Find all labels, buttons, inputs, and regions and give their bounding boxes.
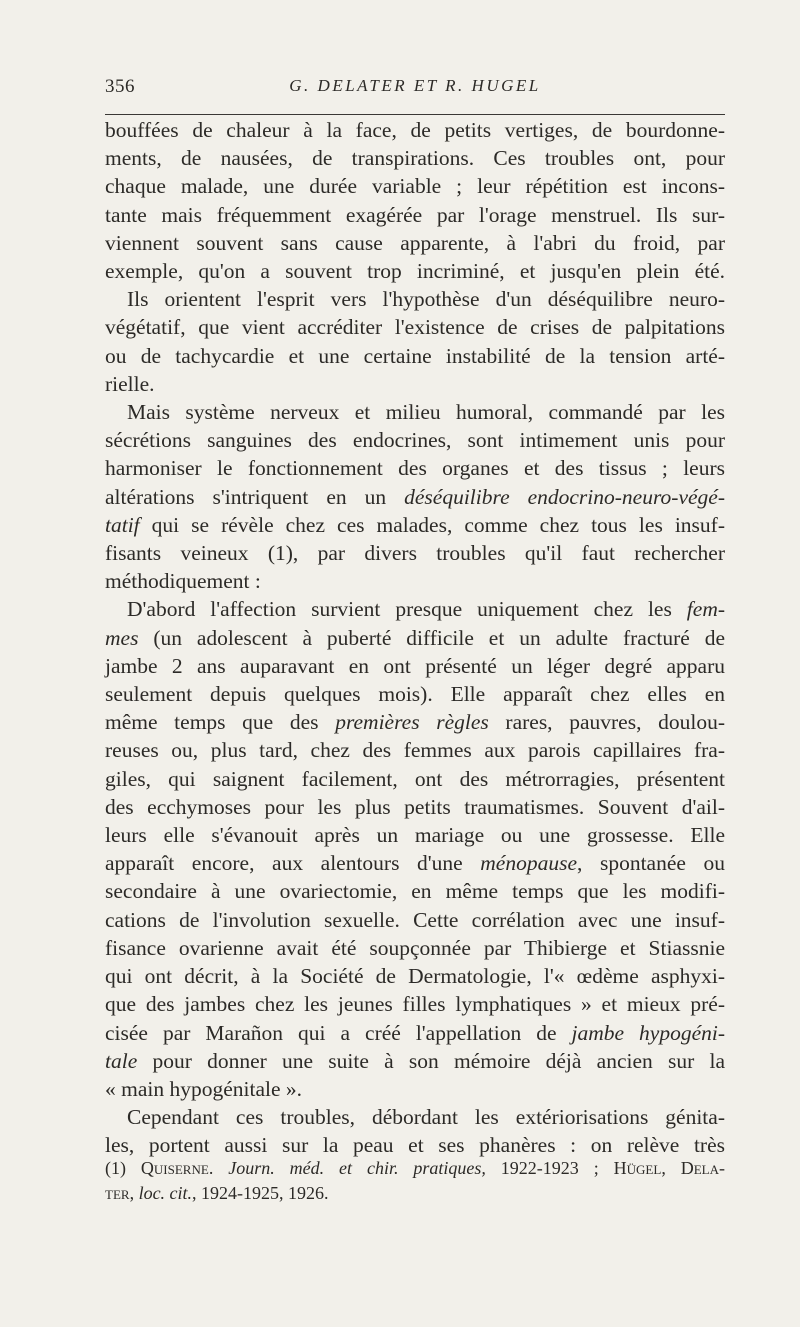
text-run: 1922-1923 ; bbox=[485, 1158, 614, 1178]
text-run: D'abord l'affection survient presque uniquement chez les bbox=[127, 597, 687, 622]
text-line bbox=[105, 595, 725, 623]
text-line: exemple, qu'on a souvent trop incriminé, et jusqu'en plein été. bbox=[105, 259, 725, 284]
text-run: rares, pauvres, doulou- bbox=[488, 710, 725, 735]
italic-term: premières règles bbox=[335, 710, 489, 735]
text-line bbox=[105, 849, 725, 877]
page-number: 356 bbox=[105, 76, 135, 97]
text-line: leurs elle s'évanouit après un mariage ou une grossesse. Elle bbox=[105, 823, 725, 848]
header-rule bbox=[105, 114, 725, 115]
text-line: méthodiquement : bbox=[105, 569, 261, 594]
text-line: secondaire à une ovariectomie, en même temps que les modifi- bbox=[105, 879, 725, 904]
text-run: altérations s'intriquent en un bbox=[105, 484, 405, 509]
text-run: apparaît encore, aux alentours d'une bbox=[105, 851, 481, 876]
text-line bbox=[105, 483, 725, 511]
text-line: « main hypogénitale ». bbox=[105, 1076, 303, 1101]
text-line: bouffées de chaleur à la face, de petits vertiges, de bourdonne- bbox=[105, 118, 725, 142]
italic-term: mes bbox=[105, 625, 139, 650]
italic-term: fem- bbox=[686, 597, 725, 622]
text-line: ou de tachycardie et une certaine instabilité de la tension arté- bbox=[105, 343, 725, 368]
text-line: rielle. bbox=[105, 371, 155, 396]
text-line: qui ont décrit, à la Société de Dermatologie, l'« œdème asphyxi- bbox=[105, 964, 725, 989]
text-line: reuses ou, plus tard, chez des femmes aux parois capillaires fra- bbox=[105, 738, 725, 763]
footnote-line bbox=[105, 1156, 725, 1181]
text-line: les, portent aussi sur la peau et ses phanères : on relève très bbox=[105, 1133, 725, 1158]
italic-term: tatif bbox=[105, 512, 140, 537]
italic-term: jambe hypogéni- bbox=[571, 1020, 726, 1045]
text-line: jambe 2 ans auparavant en ont présenté un léger degré apparu bbox=[105, 653, 725, 678]
footnote bbox=[105, 1156, 725, 1206]
footnote-author: Quiserne bbox=[140, 1158, 209, 1178]
footnote-line bbox=[105, 1181, 725, 1206]
text-run: qui se révèle chez ces malades, comme chez tous les insuf- bbox=[139, 512, 725, 537]
text-run: même temps que des bbox=[105, 710, 336, 735]
footnote-loc-cit: loc. cit. bbox=[138, 1183, 193, 1203]
text-run: , 1924-1925, 1926. bbox=[192, 1183, 329, 1203]
footnote-author: ter bbox=[105, 1183, 130, 1203]
text-line: des ecchymoses pour les plus petits traumatismes. Souvent d'ail- bbox=[105, 794, 725, 819]
text-run: (un adolescent à puberté difficile et un adulte fracturé de bbox=[138, 625, 725, 650]
text-line: fisants veineux (1), par divers troubles qu'il faut rechercher bbox=[105, 541, 725, 566]
italic-term: ménopause bbox=[480, 851, 578, 876]
italic-term: déséquilibre endocrino-neuro-végé- bbox=[404, 484, 725, 509]
page-header bbox=[105, 76, 725, 102]
text-line: végétatif, que vient accréditer l'existence de crises de palpitations bbox=[105, 315, 725, 340]
footnote-1 bbox=[105, 1156, 725, 1206]
text-line: Cependant ces troubles, débordant les extériorisations génita- bbox=[127, 1105, 725, 1130]
text-line: giles, qui saignent facilement, ont des métrorragies, présentent bbox=[105, 766, 725, 791]
text-run: , spontanée ou bbox=[577, 851, 726, 876]
text-line bbox=[105, 624, 725, 652]
text-line bbox=[105, 511, 725, 539]
text-line: viennent souvent sans cause apparente, à l'abri du froid, par bbox=[105, 230, 725, 255]
text-line bbox=[105, 1019, 725, 1047]
text-line: sécrétions sanguines des endocrines, sont intimement unis pour bbox=[105, 428, 725, 453]
text-line: cations de l'involution sexuelle. Cette corrélation avec une insuf- bbox=[105, 907, 725, 932]
italic-term: tale bbox=[105, 1048, 138, 1073]
text-line bbox=[105, 708, 725, 736]
text-line: harmoniser le fonctionnement des organes et des tissus ; leurs bbox=[105, 456, 725, 481]
text-line: fisance ovarienne avait été soupçonnée par Thibierge et Stiassnie bbox=[105, 935, 725, 960]
text-line: chaque malade, une durée variable ; leur répétition est incons- bbox=[105, 174, 725, 199]
main-text bbox=[105, 116, 725, 1160]
text-run: cisée par Marañon qui a créé l'appellation de bbox=[105, 1020, 572, 1045]
text-run: pour donner une suite à son mémoire déjà ancien sur la bbox=[137, 1048, 725, 1073]
text-line: Ils orientent l'esprit vers l'hypothèse d'un déséquilibre neuro- bbox=[127, 287, 725, 312]
running-title: G. DELATER ET R. HUGEL bbox=[289, 76, 541, 95]
footnote-marker: (1) bbox=[105, 1158, 141, 1178]
text-run: , bbox=[129, 1183, 139, 1203]
footnote-author: Hügel, Dela- bbox=[613, 1158, 725, 1178]
text-run: . bbox=[208, 1158, 229, 1178]
text-line: tante mais fréquemment exagérée par l'orage menstruel. Ils sur- bbox=[105, 202, 725, 227]
text-line: que des jambes chez les jeunes filles lymphatiques » et mieux pré- bbox=[105, 992, 725, 1017]
text-line: Mais système nerveux et milieu humoral, commandé par les bbox=[127, 400, 725, 425]
text-line: ments, de nausées, de transpirations. Ces troubles ont, pour bbox=[105, 146, 725, 171]
text-line: seulement depuis quelques mois). Elle apparaît chez elles en bbox=[105, 682, 725, 707]
text-line bbox=[105, 1047, 725, 1075]
footnote-journal: Journ. méd. et chir. pratiques, bbox=[228, 1158, 486, 1178]
